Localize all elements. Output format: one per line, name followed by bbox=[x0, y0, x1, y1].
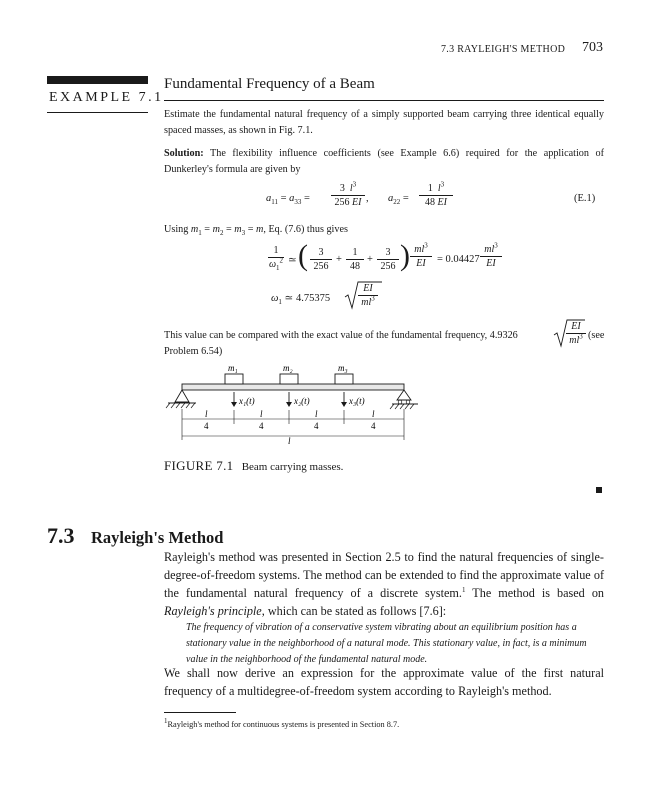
disp-label-1: x₁(t) bbox=[239, 396, 255, 406]
running-head: 7.3 RAYLEIGH'S METHOD bbox=[441, 44, 566, 55]
total-span-label: l bbox=[288, 436, 291, 446]
beam bbox=[182, 384, 404, 390]
disp-label-2: x₂(t) bbox=[294, 396, 310, 406]
mass-2 bbox=[280, 374, 298, 384]
solution-paragraph bbox=[164, 146, 604, 178]
example-bar bbox=[47, 76, 148, 84]
right-support bbox=[397, 390, 411, 400]
example-underline bbox=[47, 112, 148, 113]
footnote: $^1$Rayleigh's method for continuous systems is presented in Section 8.7. bbox=[164, 717, 400, 729]
mass-label-3: m₃ bbox=[338, 363, 348, 373]
figure-caption-text: Beam carrying masses. bbox=[241, 461, 344, 473]
solution-text: The flexibility influence coefficients (see Example 6.6) required for the application of Dunkerley's formula are given by bbox=[164, 148, 604, 175]
rayleigh-principle-quote: The frequency of vibration of a conservative system vibrating about an equilibrium position has a stationary value in the neighborhood of a natural mode. This stationary value, in fact, is a minimum value in the neighborhood of the fundamental natural mode. bbox=[186, 622, 587, 665]
compare-line2: Problem 6.54) bbox=[164, 346, 223, 357]
disp-label-3: x₃(t) bbox=[349, 396, 365, 406]
svg-text:l: l bbox=[260, 409, 263, 419]
left-support bbox=[175, 390, 189, 402]
eq-a11-a33: $a_{11} = a_{33}$ = bbox=[266, 193, 310, 207]
eq-a22: $a_{22}$ = bbox=[388, 193, 409, 207]
page-number: 703 bbox=[582, 40, 603, 55]
svg-text:4: 4 bbox=[259, 421, 264, 431]
svg-text:l: l bbox=[205, 409, 208, 419]
mass-3 bbox=[335, 374, 353, 384]
mass-label-1: m₁ bbox=[228, 363, 238, 373]
mass-label-2: m₂ bbox=[283, 363, 293, 373]
figure-caption bbox=[164, 458, 343, 474]
svg-text:l: l bbox=[372, 409, 375, 419]
omega-eq: $\omega_1$ ≃ 4.75375 bbox=[271, 293, 331, 307]
beam-figure bbox=[160, 362, 430, 452]
footnote-rule bbox=[164, 712, 236, 713]
footnote-mark: 1 bbox=[461, 585, 466, 594]
example-title: Fundamental Frequency of a Beam bbox=[164, 76, 375, 92]
omega-value: 4.75375 bbox=[295, 293, 331, 304]
result-value: 0.04427 bbox=[445, 254, 480, 265]
frac-1-omega: 1 $\omega_1^2$ bbox=[268, 245, 284, 272]
frac-1-48: 1 $l^3$ 48 EI bbox=[419, 183, 453, 208]
svg-text:4: 4 bbox=[204, 421, 209, 431]
svg-text:4: 4 bbox=[371, 421, 376, 431]
figure-label: FIGURE 7.1 bbox=[164, 458, 234, 473]
using-line: Using $m_1 = m_2 = m_3 = m$, Eq. (7.6) thus gives bbox=[164, 224, 348, 238]
example-statement: Estimate the fundamental natural frequency of a simply supported beam carrying three identical equally spaced masses, as shown in Fig. 7.1. bbox=[164, 109, 604, 136]
section-paragraph-1: Rayleigh's method was presented in Section 2.5 to find the natural frequencies of single-degree-of-freedom systems. The method can be extended to find the approximate value of the fundamental natural frequency of a discrete system.$^1$ The method is based on Rayleigh's principle, which can be stated as follows [7.6]: bbox=[164, 550, 605, 618]
example-rule bbox=[164, 100, 604, 101]
equation-number: (E.1) bbox=[574, 193, 596, 204]
section-number: 7.3 bbox=[47, 523, 75, 548]
end-of-example-mark bbox=[596, 487, 602, 493]
example-label: EXAMPLE 7.1 bbox=[49, 90, 164, 105]
svg-text:l: l bbox=[315, 409, 318, 419]
section-paragraph-2: We shall now derive an expression for the approximate value of the first natural frequency of a multidegree-of-freedom system according to Rayleigh's method. bbox=[164, 666, 604, 698]
frac-3-256: 3 $l^3$ 256 EI bbox=[331, 183, 365, 208]
mass-1 bbox=[225, 374, 243, 384]
footnote-text: Rayleigh's method for continuous systems is presented in Section 8.7. bbox=[167, 720, 400, 729]
svg-text:4: 4 bbox=[314, 421, 319, 431]
solution-label: Solution: bbox=[164, 148, 204, 159]
section-title: Rayleigh's Method bbox=[91, 528, 224, 547]
compare-text: This value can be compared with the exact value of the fundamental frequency, 4.9326 bbox=[164, 330, 518, 341]
